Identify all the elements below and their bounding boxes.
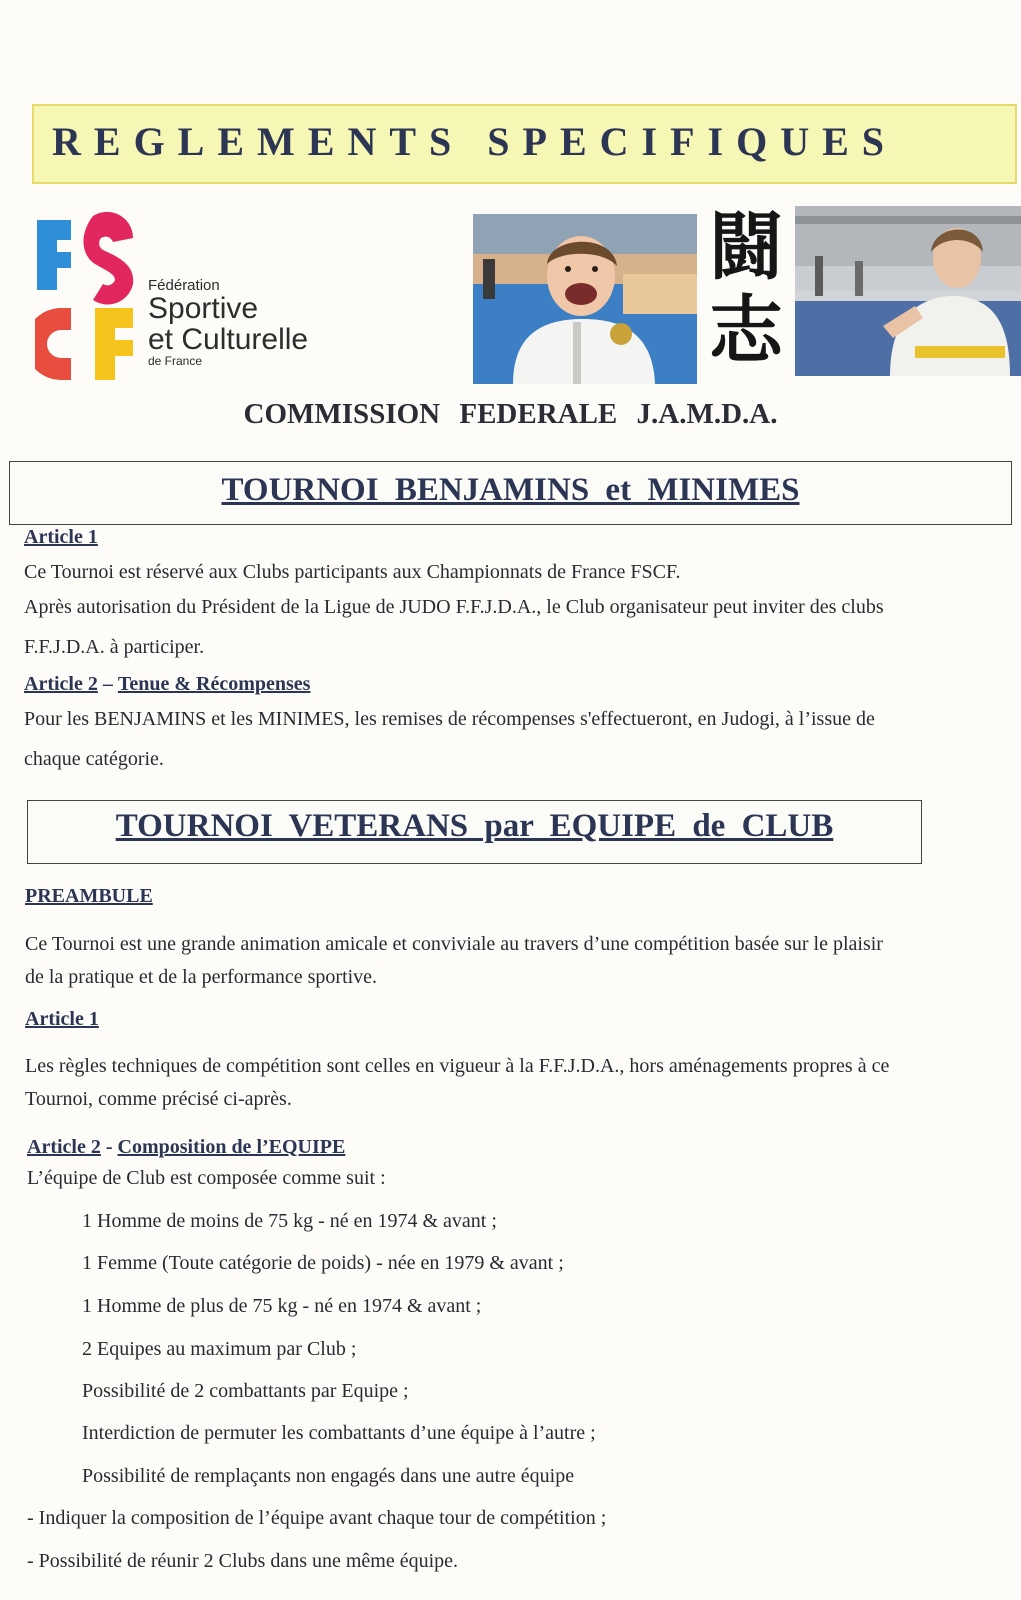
benjamins-article2-label: Article 2 <box>24 673 98 695</box>
org-name-line1: Fédération <box>148 277 220 294</box>
veterans-heading: TOURNOI VETERANS par EQUIPE de CLUB <box>115 808 834 844</box>
org-name-line2: Sportive <box>148 292 259 325</box>
composition-item: 2 Equipes au maximum par Club ; <box>82 1338 357 1360</box>
veterans-article1-label: Article 1 <box>25 1008 99 1030</box>
fscf-logo <box>35 212 135 382</box>
composition-item: Interdiction de permuter les combattants d’une équipe à l’autre ; <box>82 1422 596 1444</box>
veterans-article2-intro: L’équipe de Club est composée comme suit : <box>27 1167 386 1189</box>
kanji-char-2: 志 <box>709 291 783 373</box>
benjamins-article2-separator: – <box>102 673 113 695</box>
benjamins-article2-line: chaque catégorie. <box>24 748 164 770</box>
bullet-item: - Indiquer la composition de l’équipe avant chaque tour de compétition ; <box>27 1507 607 1529</box>
bullet-item: - Possibilité de réunir 2 Clubs dans une même équipe. <box>27 1550 459 1572</box>
veterans-article2-heading <box>27 1136 345 1159</box>
benjamins-article1-line: F.F.J.D.A. à participer. <box>24 636 205 658</box>
page-title: REGLEMENTS SPECIFIQUES <box>52 119 898 164</box>
judo-girl-photo <box>795 206 1021 376</box>
preamble-line: Ce Tournoi est une grande animation amicale et conviviale au travers d’une compétition basée sur le plaisir <box>25 933 883 955</box>
judo-child-photo <box>473 214 697 384</box>
org-name <box>148 278 308 367</box>
composition-item: Possibilité de remplaçants non engagés dans une autre équipe <box>82 1465 575 1487</box>
benjamins-heading: TOURNOI BENJAMINS et MINIMES <box>221 472 800 508</box>
veterans-article1-line: Les règles techniques de compétition sont celles en vigueur à la F.F.J.D.A., hors aménagements propres à ce <box>25 1055 890 1077</box>
veterans-article1-line: Tournoi, comme précisé ci-après. <box>25 1088 292 1110</box>
composition-item: 1 Homme de plus de 75 kg - né en 1974 & avant ; <box>82 1295 482 1317</box>
org-name-line4: de France <box>148 354 203 368</box>
veterans-article2-title: Composition de l’EQUIPE <box>117 1136 346 1158</box>
kanji-calligraphy <box>700 206 792 376</box>
org-name-line3: et Culturelle <box>148 323 309 356</box>
benjamins-article1-line: Ce Tournoi est réservé aux Clubs participants aux Championnats de France FSCF. <box>24 561 681 583</box>
composition-item: 1 Homme de moins de 75 kg - né en 1974 & avant ; <box>82 1210 497 1232</box>
preamble-line: de la pratique et de la performance sportive. <box>25 966 378 988</box>
benjamins-article2-heading <box>24 673 310 696</box>
kanji-char-1: 闘 <box>709 207 783 289</box>
benjamins-article1-label: Article 1 <box>24 526 98 548</box>
veterans-article2-separator: - <box>105 1136 113 1158</box>
benjamins-article2-title: Tenue & Récompenses <box>117 673 311 695</box>
commission-title: COMMISSION FEDERALE J.A.M.D.A. <box>243 398 778 430</box>
composition-item: 1 Femme (Toute catégorie de poids) - née en 1979 & avant ; <box>82 1252 564 1274</box>
composition-item: Possibilité de 2 combattants par Equipe ; <box>82 1380 409 1402</box>
benjamins-article2-line: Pour les BENJAMINS et les MINIMES, les remises de récompenses s'effectueront, en Judogi, à l’issue de <box>24 708 875 730</box>
veterans-article2-label: Article 2 <box>27 1136 101 1158</box>
preamble-label: PREAMBULE <box>25 885 153 907</box>
benjamins-article1-line: Après autorisation du Président de la Ligue de JUDO F.F.J.D.A., le Club organisateur peut inviter des clubs <box>24 596 884 618</box>
